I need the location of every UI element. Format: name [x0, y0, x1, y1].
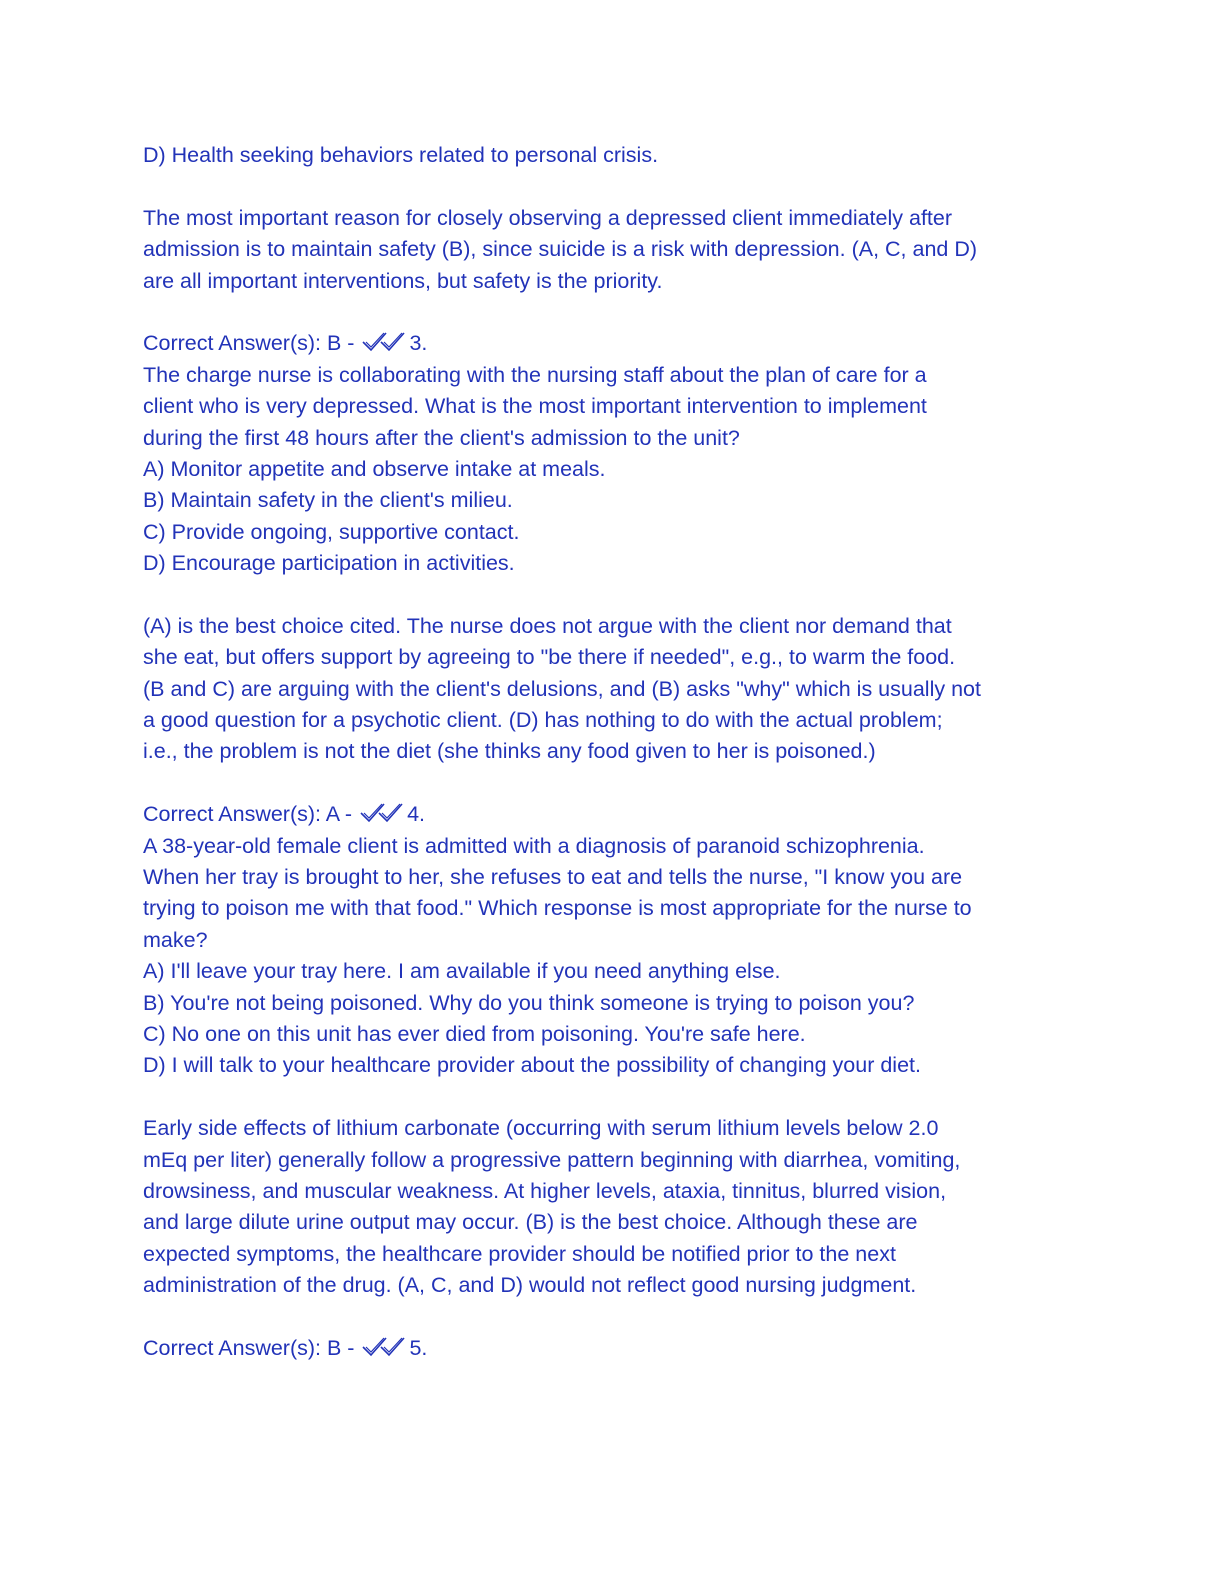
text-line: expected symptoms, the healthcare provider should be notified prior to the next — [143, 1241, 896, 1266]
option-d-previous: D) Health seeking behaviors related to personal crisis. — [143, 143, 659, 167]
correct-answer-line — [143, 328, 1083, 359]
text-line: i.e., the problem is not the diet (she thinks any food given to her is poisoned.) — [143, 739, 876, 764]
rationale-3 — [143, 611, 1083, 768]
text-line: are all important interventions, but safety is the priority. — [143, 268, 663, 293]
answer-option: B) Maintain safety in the client's milieu. — [143, 488, 513, 513]
answer-option: C) No one on this unit has ever died from poisoning. You're safe here. — [143, 1021, 806, 1046]
text-line: The most important reason for closely observing a depressed client immediately after — [143, 205, 953, 230]
double-check-icon — [362, 1336, 408, 1358]
text-line: mEq per liter) generally follow a progressive pattern beginning with diarrhea, vomiting, — [143, 1147, 961, 1172]
question-number: 4. — [407, 802, 425, 827]
correct-answer-line — [143, 1333, 1083, 1364]
answer-option: B) You're not being poisoned. Why do you think someone is trying to poison you? — [143, 990, 915, 1015]
answer-option: C) Provide ongoing, supportive contact. — [143, 519, 520, 544]
question-stem-line: A 38-year-old female client is admitted with a diagnosis of paranoid schizophrenia. — [143, 833, 925, 858]
spacer — [143, 1301, 1083, 1332]
spacer — [143, 171, 1083, 202]
answer-label: Correct Answer(s): B - — [143, 1335, 361, 1360]
double-check-icon — [360, 802, 406, 824]
question-stem-line: trying to poison me with that food." Which response is most appropriate for the nurse to — [143, 896, 972, 921]
question-stem-line: client who is very depressed. What is the most important intervention to implement — [143, 394, 927, 419]
answer-label: Correct Answer(s): B - — [143, 331, 361, 356]
text-line: administration of the drug. (A, C, and D) would not reflect good nursing judgment. — [143, 1273, 917, 1298]
question-stem-line: The charge nurse is collaborating with the nursing staff about the plan of care for a — [143, 362, 927, 387]
text-line: Early side effects of lithium carbonate (occurring with serum lithium levels below 2.0 — [143, 1116, 939, 1141]
answer-option: D) Encourage participation in activities. — [143, 551, 515, 576]
text-line: she eat, but offers support by agreeing to "be there if needed", e.g., to warm the food. — [143, 645, 956, 670]
text-line: and large dilute urine output may occur. (B) is the best choice. Although these are — [143, 1210, 918, 1235]
text-line: a good question for a psychotic client. (D) has nothing to do with the actual problem; — [143, 708, 943, 733]
answer-option: D) I will talk to your healthcare provider about the possibility of changing your diet. — [143, 1053, 921, 1078]
text-line: (B and C) are arguing with the client's delusions, and (B) asks "why" which is usually not — [143, 676, 981, 701]
question-stem-line: When her tray is brought to her, she refuses to eat and tells the nurse, "I know you are — [143, 864, 963, 889]
text-line: (A) is the best choice cited. The nurse does not argue with the client nor demand that — [143, 613, 952, 638]
double-check-icon — [362, 331, 408, 353]
spacer — [143, 1082, 1083, 1113]
correct-answer-line — [143, 799, 1083, 830]
answer-option: A) Monitor appetite and observe intake at meals. — [143, 456, 606, 481]
rationale-previous — [143, 203, 1083, 297]
document-page — [143, 140, 1083, 1364]
spacer — [143, 579, 1083, 610]
answer-option: A) I'll leave your tray here. I am available if you need anything else. — [143, 959, 781, 984]
spacer — [143, 768, 1083, 799]
question-3 — [143, 360, 1083, 580]
question-number: 3. — [409, 331, 428, 356]
question-stem-line: during the first 48 hours after the client's admission to the unit? — [143, 425, 740, 450]
rationale-4 — [143, 1113, 1083, 1301]
question-4 — [143, 831, 1083, 1082]
answer-label: Correct Answer(s): A - — [143, 802, 359, 827]
text-line: admission is to maintain safety (B), since suicide is a risk with depression. (A, C, and D) — [143, 237, 978, 262]
question-stem-line: make? — [143, 927, 208, 952]
question-number: 5. — [409, 1335, 428, 1360]
spacer — [143, 297, 1083, 328]
text-line: drowsiness, and muscular weakness. At higher levels, ataxia, tinnitus, blurred vision, — [143, 1178, 947, 1203]
